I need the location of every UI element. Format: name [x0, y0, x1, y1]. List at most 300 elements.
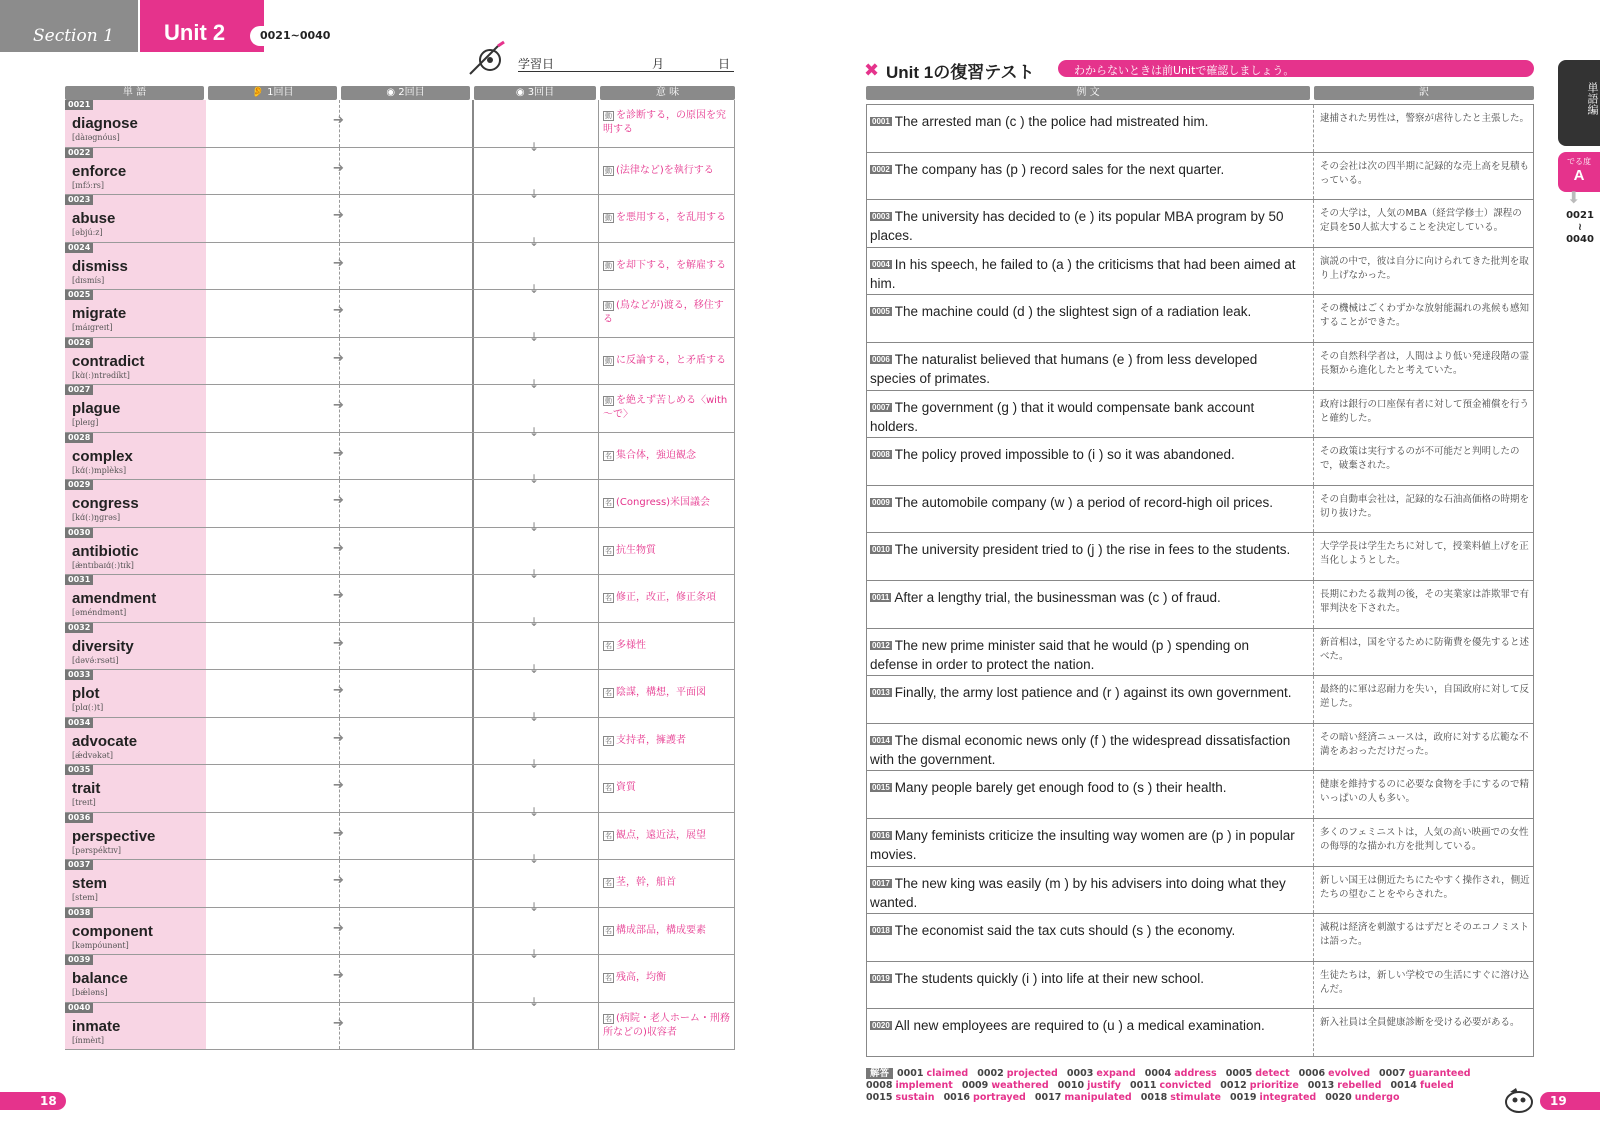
sentence-number: 0010 — [872, 545, 890, 555]
meaning-text: 抗生物質 — [616, 544, 656, 556]
answer-item: 0016 portrayed — [943, 1092, 1026, 1103]
day-label: 日 — [718, 57, 731, 71]
part-of-speech-badge: 名 — [605, 879, 612, 888]
answer-item: 0012 prioritize — [1220, 1080, 1299, 1091]
round2-cell[interactable] — [333, 718, 472, 765]
word-number: 0031 — [65, 575, 93, 585]
arrow-right-icon: ➔ — [333, 160, 344, 176]
meaning-cell — [598, 148, 735, 195]
round2-cell[interactable] — [333, 385, 472, 432]
round1-cell[interactable] — [206, 480, 339, 527]
vocab-row — [65, 899, 735, 956]
part-of-speech-badge: 動 — [605, 166, 612, 175]
round1-cell[interactable] — [206, 148, 339, 195]
freq-label: でる度 — [1567, 157, 1591, 166]
answer-item: 0009 weathered — [961, 1080, 1049, 1091]
word-cell — [65, 100, 206, 147]
round1-cell[interactable] — [206, 338, 339, 385]
meaning-cell — [598, 528, 735, 575]
round1-cell[interactable] — [206, 243, 339, 290]
ear-icon: 👂 — [251, 87, 268, 98]
example-sentence — [870, 398, 1300, 436]
month-label: 月 — [652, 57, 665, 71]
answer-item: 0014 fueled — [1390, 1080, 1454, 1091]
answer-item: 0010 justify — [1057, 1080, 1121, 1091]
word-number: 0022 — [65, 148, 93, 158]
example-sentence — [870, 207, 1300, 245]
arrow-down-icon: ↓ — [529, 282, 540, 296]
translation-text: その暗い経済ニュースは，政府に対する広範な不満をあおっただけだった。 — [1320, 731, 1529, 757]
meaning-cell — [598, 718, 735, 765]
arrow-right-icon: ➔ — [333, 825, 344, 841]
round1-cell[interactable] — [206, 623, 339, 670]
meaning-cell — [598, 813, 735, 860]
meaning-cell — [598, 670, 735, 717]
review-row — [866, 343, 1534, 391]
review-table — [866, 86, 1534, 1057]
word-number: 0037 — [65, 860, 93, 870]
word-number: 0023 — [65, 195, 93, 205]
vocab-row — [65, 234, 735, 291]
word-text: dismiss — [72, 257, 128, 275]
answer-item: 0019 integrated — [1230, 1092, 1317, 1103]
vocab-table-header — [65, 86, 735, 100]
meaning-cell — [598, 338, 735, 385]
word-text: stem — [72, 875, 108, 892]
part-of-speech-badge: 名 — [605, 451, 612, 460]
sentence-number: 0013 — [872, 688, 890, 698]
header-translation: 訳 — [1314, 86, 1534, 100]
vocab-row — [65, 614, 735, 671]
meaning-text: を絶えず苦しめる〈with～で〉 — [603, 395, 728, 421]
sentence-text: After a lengthy trial, the businessman was (c ) of fraud. — [894, 589, 1221, 605]
part-of-speech-badge: 名 — [605, 831, 612, 840]
word-pronunciation: [pərspéktɪv] — [72, 845, 122, 855]
round2-cell[interactable] — [333, 290, 472, 337]
meaning-text: (Congress)米国議会 — [616, 497, 711, 509]
sentence-number: 0006 — [872, 354, 890, 364]
sentence-number: 0019 — [872, 973, 890, 983]
meaning-cell — [598, 243, 735, 290]
sentence-text: The company has (p ) record sales for the next quarter. — [894, 161, 1225, 177]
round2-cell[interactable] — [333, 860, 472, 907]
meaning-cell — [598, 433, 735, 480]
word-pronunciation: [æ̀ntɪbaɪɑ́(ː)tɪk] — [72, 560, 134, 570]
translation-text: 新しい国王は側近たちにたやすく操作され，側近たちの望むことをやらされた。 — [1320, 874, 1530, 900]
sentence-text: In his speech, he failed to (a ) the criticisms that had been aimed at him. — [870, 256, 1296, 291]
translation-text: 生徒たちは，新しい学校での生活にすぐに溶け込んだ。 — [1320, 969, 1530, 995]
arrow-down-icon: ↓ — [529, 329, 540, 344]
translation-text: その会社は次の四半期に記録的な売上高を見積もっている。 — [1320, 160, 1530, 186]
word-text: abuse — [72, 210, 116, 227]
word-cell — [65, 243, 206, 290]
translation-text: 演説の中で，彼は自分に向けられてきた批判を取り上げなかった。 — [1320, 255, 1529, 281]
mascot-icon — [1502, 1086, 1536, 1114]
review-row — [866, 676, 1534, 724]
study-date-field[interactable] — [518, 55, 734, 72]
word-cell — [65, 908, 206, 955]
word-number: 0035 — [65, 765, 93, 775]
arrow-down-icon: ↓ — [529, 567, 540, 581]
vocab-row — [65, 329, 735, 386]
round2-cell[interactable] — [333, 100, 472, 147]
round1-cell[interactable] — [206, 908, 339, 955]
review-banner: わからないときは前Unitで確認しましょう。 — [1058, 60, 1534, 77]
vocab-row — [65, 424, 735, 481]
meaning-text: 多様性 — [616, 639, 646, 651]
arrow-right-icon: ➔ — [333, 398, 344, 413]
round1-cell[interactable] — [206, 860, 339, 907]
word-number: 0032 — [65, 623, 93, 633]
vocab-row — [65, 994, 735, 1051]
review-row — [866, 248, 1534, 296]
arrow-right-icon: ➔ — [333, 635, 344, 651]
round1-cell[interactable] — [206, 1003, 339, 1050]
word-number: 0026 — [65, 338, 93, 348]
round1-cell[interactable] — [206, 290, 339, 337]
arrow-right-icon: ➔ — [333, 540, 344, 556]
vocab-row — [65, 100, 735, 148]
vocab-row — [65, 662, 735, 718]
word-number: 0028 — [65, 433, 93, 443]
arrow-down-icon: ↓ — [529, 899, 540, 914]
word-text: complex — [72, 447, 133, 465]
round2-cell[interactable] — [333, 623, 472, 670]
review-row — [866, 295, 1534, 343]
round2-cell[interactable] — [333, 908, 472, 955]
arrow-down-icon: ↓ — [529, 947, 540, 961]
review-row — [866, 153, 1534, 201]
word-number: 0039 — [65, 955, 93, 965]
meaning-text: 茎，幹，船首 — [616, 877, 676, 889]
part-of-speech-badge: 動 — [605, 302, 612, 311]
round2-cell[interactable] — [333, 480, 472, 527]
vocab-row — [65, 519, 735, 576]
word-cell — [65, 955, 206, 1002]
word-cell — [65, 718, 206, 765]
word-pronunciation: [kɑ̀(ː)ntrədíkt] — [72, 370, 130, 380]
vocab-row — [65, 282, 735, 338]
arrow-right-icon: ➔ — [333, 683, 344, 698]
example-sentence — [870, 778, 1300, 797]
word-pronunciation: [kɑ́(ː)mplèks] — [72, 465, 127, 475]
word-cell — [65, 385, 206, 432]
arrow-right-icon: ➔ — [333, 493, 344, 508]
word-pronunciation: [dàɪəgnóus] — [72, 133, 120, 142]
arrow-down-icon: ↓ — [529, 804, 540, 819]
round1-cell[interactable] — [206, 955, 339, 1002]
answer-item: 0001 claimed — [897, 1068, 969, 1079]
translation-text: 新首相は，国を守るために防衛費を優先すると述べた。 — [1320, 636, 1530, 662]
meaning-text: 観点，遠近法，展望 — [616, 829, 706, 841]
answer-item: 0015 sustain — [866, 1092, 935, 1103]
level-label: A — [1573, 167, 1585, 184]
part-of-speech-badge: 動 — [605, 356, 612, 365]
word-text: plot — [72, 685, 100, 702]
part-of-speech-badge: 名 — [605, 784, 612, 793]
part-of-speech-badge: 名 — [605, 974, 612, 983]
word-cell — [65, 528, 206, 575]
word-text: advocate — [72, 732, 138, 750]
word-pronunciation: [kəmpóunənt] — [72, 940, 129, 950]
translation-text: 政府は銀行の口座保有者に対して預金補償を行うと確約した。 — [1320, 398, 1530, 424]
round2-cell[interactable] — [333, 433, 472, 480]
example-sentence — [870, 350, 1300, 388]
arrow-right-icon: ➔ — [333, 920, 344, 936]
part-of-speech-badge: 名 — [605, 1014, 612, 1023]
arrow-right-icon: ➔ — [333, 873, 344, 888]
cross-icon: ✖ — [864, 60, 880, 81]
vocab-row — [65, 852, 735, 908]
header-word: 単 語 — [65, 86, 204, 100]
meaning-text: を診断する，の原因を究明する — [603, 110, 726, 136]
meaning-cell — [598, 290, 735, 337]
meaning-text: 修正，改正，修正条項 — [616, 592, 716, 604]
header-round1: 👂 1回目 — [208, 86, 337, 100]
word-pronunciation: [əméndmənt] — [72, 608, 127, 617]
meaning-cell — [598, 575, 735, 622]
translation-text: その自動車会社は，記録的な石油高価格の時期を切り抜けた。 — [1320, 493, 1530, 519]
arrow-down-icon: ↓ — [529, 614, 540, 629]
unit-title: Unit 2 — [140, 0, 264, 52]
sentence-number: 0008 — [872, 450, 890, 460]
round2-cell[interactable] — [333, 955, 472, 1002]
translation-text: 新入社員は全員健康診断を受ける必要がある。 — [1320, 1017, 1520, 1029]
example-sentence — [870, 921, 1300, 940]
round2-cell[interactable] — [333, 243, 472, 290]
part-of-speech-badge: 名 — [605, 689, 612, 698]
word-pronunciation: [ǽdvəkət] — [72, 750, 113, 760]
word-text: inmate — [72, 1017, 121, 1035]
meaning-cell — [598, 100, 735, 147]
vocab-row — [65, 804, 735, 861]
sentence-number: 0004 — [872, 259, 890, 269]
arrow-right-icon: ➔ — [333, 350, 344, 366]
word-cell — [65, 765, 206, 812]
word-text: trait — [72, 780, 101, 797]
translation-text: その機械はごくわずかな放射能漏れの兆候も感知することができた。 — [1320, 303, 1530, 329]
side-range: 0021 ≀ 0040 — [1566, 210, 1594, 245]
answer-item: 0013 rebelled — [1307, 1080, 1382, 1091]
round2-cell[interactable] — [333, 670, 472, 717]
part-of-speech-badge: 動 — [605, 112, 612, 121]
answer-item: 0020 undergo — [1325, 1092, 1400, 1103]
review-row — [866, 724, 1534, 772]
arrow-down-icon: ↓ — [529, 424, 540, 439]
part-of-speech-badge: 名 — [605, 594, 612, 603]
meaning-text: 資質 — [616, 782, 636, 794]
meaning-cell — [598, 860, 735, 907]
arrow-down-icon: ↓ — [529, 187, 540, 201]
round2-cell[interactable] — [333, 575, 472, 622]
word-number: 0021 — [65, 100, 93, 110]
round2-cell[interactable] — [333, 1003, 472, 1050]
sentence-number: 0020 — [872, 1021, 890, 1031]
meaning-text: を悪用する，を乱用する — [616, 212, 726, 224]
arrow-down-icon: ↓ — [529, 662, 540, 676]
example-sentence — [870, 160, 1300, 179]
meaning-text: (法律など)を執行する — [616, 164, 714, 176]
review-row — [866, 867, 1534, 915]
meaning-cell — [598, 195, 735, 242]
sentence-text: The university has decided to (e ) its popular MBA program by 50 places. — [870, 209, 1284, 244]
sentence-text: The students quickly (i ) into life at their new school. — [894, 970, 1204, 986]
word-text: component — [72, 922, 153, 940]
meaning-text: 支持者，擁護者 — [616, 734, 686, 746]
round1-cell[interactable] — [206, 100, 339, 147]
meaning-cell — [598, 1003, 735, 1050]
word-text: contradict — [72, 352, 145, 370]
word-pronunciation: [dɪsmís] — [72, 275, 105, 285]
answer-item: 0005 detect — [1225, 1068, 1290, 1079]
sentence-text: The automobile company (w ) a period of record-high oil prices. — [894, 494, 1273, 510]
vocab-row — [65, 709, 735, 766]
word-cell — [65, 813, 206, 860]
example-sentence — [870, 112, 1300, 131]
arrow-right-icon: ➔ — [333, 113, 344, 128]
word-cell — [65, 670, 206, 717]
study-date-label: 学習日 — [518, 57, 555, 71]
sentence-number: 0003 — [872, 212, 890, 222]
part-of-speech-badge: 動 — [605, 261, 612, 270]
example-sentence — [870, 540, 1300, 559]
meaning-text: を却下する，を解雇する — [616, 259, 726, 271]
round2-cell[interactable] — [333, 813, 472, 860]
word-cell — [65, 480, 206, 527]
sentence-number: 0001 — [872, 117, 890, 126]
word-number: 0030 — [65, 528, 93, 538]
part-of-speech-badge: 名 — [605, 546, 612, 555]
arrow-down-icon: ↓ — [529, 709, 540, 724]
arrow-right-icon: ➔ — [333, 968, 344, 983]
translation-text: 長期にわたる裁判の後，その実業家は詐欺罪で有罪判決を下された。 — [1320, 588, 1530, 614]
translation-text: 減税は経済を刺激するはずだとそのエコノミストは語った。 — [1320, 922, 1530, 948]
word-number: 0033 — [65, 670, 93, 680]
round2-cell[interactable] — [333, 338, 472, 385]
word-cell — [65, 195, 206, 242]
vocab-row — [65, 377, 735, 433]
answer-item: 0003 expand — [1066, 1068, 1136, 1079]
round1-cell[interactable] — [206, 528, 339, 575]
round1-cell[interactable] — [206, 718, 339, 765]
round2-cell[interactable] — [333, 148, 472, 195]
sentence-number: 0014 — [872, 735, 890, 745]
word-pronunciation: [ɪnfɔ́ːrs] — [72, 180, 105, 190]
answer-item: 0018 stimulate — [1140, 1092, 1221, 1103]
review-row — [866, 914, 1534, 962]
word-text: migrate — [72, 305, 127, 322]
arrow-down-icon: ↓ — [529, 994, 540, 1009]
word-cell — [65, 433, 206, 480]
word-number: 0024 — [65, 243, 93, 253]
review-row — [866, 200, 1534, 248]
round2-cell[interactable] — [333, 765, 472, 812]
translation-text: その大学は，人気のMBA（経営学修士）課程の定員を50人拡大することを決定している。 — [1320, 208, 1522, 234]
review-row — [866, 486, 1534, 534]
header-meaning: 意 味 — [600, 86, 735, 100]
sentence-text: The arrested man (c ) the police had mistreated him. — [894, 114, 1209, 129]
round3-cell[interactable] — [472, 994, 598, 1050]
round1-cell[interactable] — [206, 765, 339, 812]
vocab-rows — [65, 100, 735, 1050]
eye-icon: ◉ — [386, 87, 399, 98]
meaning-text: 集合体，強迫観念 — [616, 449, 696, 461]
word-text: amendment — [72, 590, 157, 607]
arrow-down-icon: ↓ — [529, 852, 540, 866]
review-row — [866, 771, 1534, 819]
answer-key — [866, 1068, 1486, 1104]
round1-cell[interactable] — [206, 813, 339, 860]
arrow-right-icon: ➔ — [333, 1015, 344, 1031]
sentence-text: The machine could (d ) the slightest sign of a radiation leak. — [894, 304, 1252, 320]
word-pronunciation: [plɑ(ː)t] — [72, 703, 104, 712]
meaning-cell — [598, 623, 735, 670]
meaning-cell — [598, 908, 735, 955]
part-of-speech-badge: 名 — [605, 736, 612, 745]
word-pronunciation: [ínmèɪt] — [72, 1035, 105, 1045]
word-cell — [65, 860, 206, 907]
sentence-number: 0012 — [872, 640, 890, 650]
round2-cell[interactable] — [333, 528, 472, 575]
round1-cell[interactable] — [206, 433, 339, 480]
header-example: 例 文 — [866, 86, 1310, 100]
side-tab-vocab[interactable]: 単語編 — [1558, 60, 1600, 146]
vocab-table — [65, 86, 735, 1050]
review-row — [866, 1009, 1534, 1057]
round2-cell[interactable] — [333, 195, 472, 242]
arrow-right-icon: ➔ — [333, 730, 344, 746]
meaning-text: 陰謀，構想，平面図 — [616, 687, 706, 699]
word-number: 0027 — [65, 385, 93, 395]
meaning-cell — [598, 385, 735, 432]
arrow-down-icon: ↓ — [529, 139, 540, 154]
meaning-cell — [598, 765, 735, 812]
eye-icon: ◉ — [515, 87, 528, 98]
word-pronunciation: [dəvə́ːrsəti] — [72, 655, 119, 665]
round1-cell[interactable] — [206, 385, 339, 432]
sentence-number: 0007 — [872, 402, 890, 412]
word-text: enforce — [72, 162, 127, 180]
sentence-number: 0017 — [872, 878, 890, 888]
review-row — [866, 438, 1534, 486]
sentence-number: 0005 — [872, 307, 890, 317]
arrow-right-icon: ➔ — [333, 255, 344, 271]
word-text: plague — [72, 400, 121, 417]
side-tab-level[interactable] — [1558, 152, 1600, 192]
round1-cell[interactable] — [206, 575, 339, 622]
translation-text: 逮捕された男性は，警察が虐待したと主張した。 — [1320, 113, 1530, 124]
example-sentence — [870, 826, 1300, 864]
part-of-speech-badge: 名 — [605, 499, 612, 508]
part-of-speech-badge: 名 — [605, 926, 612, 935]
vocab-row — [65, 757, 735, 813]
arrow-down-icon: ↓ — [529, 757, 540, 771]
translation-text: 大学学長は学生たちに対して，授業料値上げを正当化しようとした。 — [1320, 541, 1529, 567]
sentence-number: 0011 — [872, 592, 890, 602]
arrow-down-icon: ↓ — [529, 472, 540, 486]
round1-cell[interactable] — [206, 195, 339, 242]
sentence-text: The government (g ) that it would compensate bank account holders. — [870, 399, 1255, 434]
review-row — [866, 391, 1534, 439]
word-pronunciation: [pleɪg] — [72, 418, 99, 427]
round1-cell[interactable] — [206, 670, 339, 717]
review-row — [866, 105, 1534, 153]
arrow-right-icon: ➔ — [333, 208, 344, 223]
sentence-number: 0018 — [872, 926, 890, 936]
sentence-text: Many people barely get enough food to (s ) their health. — [894, 780, 1227, 796]
sentence-text: Finally, the army lost patience and (r ) against its own government. — [894, 685, 1292, 701]
word-text: antibiotic — [72, 542, 139, 560]
